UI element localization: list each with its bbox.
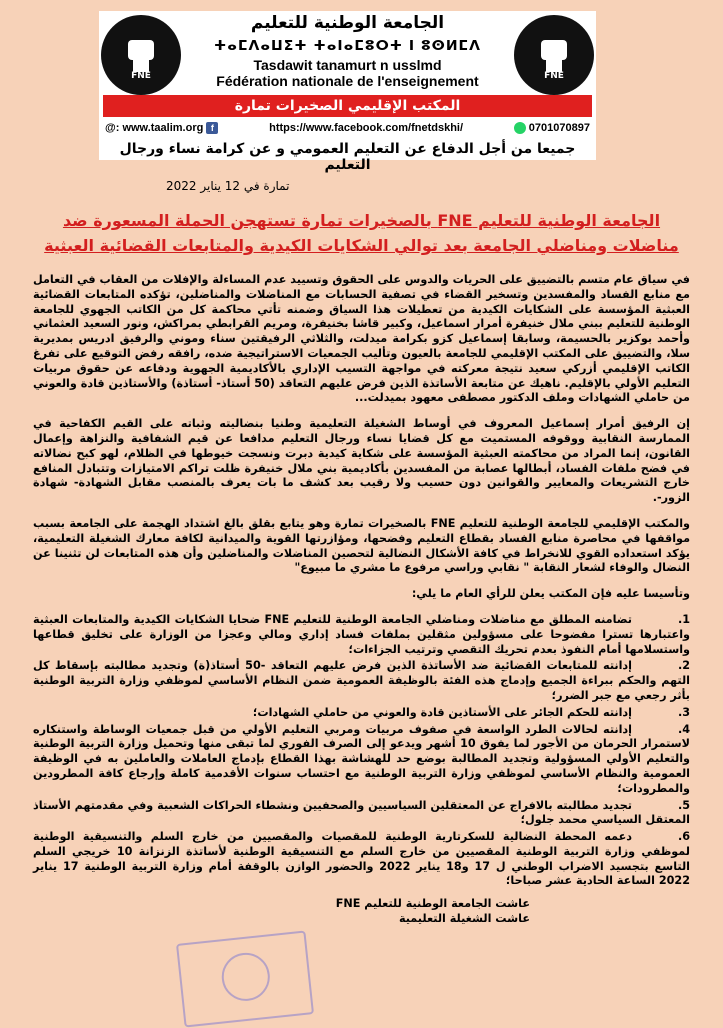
stamp-seal-icon	[219, 951, 272, 1004]
federation-name-amazigh: Tasdawit tanamurt n usslmd	[253, 57, 442, 73]
paragraph: والمكتب الإقليمي للجامعة الوطنية للتعليم FNE بالصخيرات تمارة وهو يتابع بقلق بالغ اشتداد الهجمة على الجامعة بسبب مواقفها في محاصرة منابع الفساد بقطاع التعليم وفضحها، ومؤازرتها القوية والميدانية لكافة معارك الشغيلة التعليمية، يؤكد استعداده القوي للانخراط في كافة الأشكال النضالية لتحصين المناضلات والمناضلين وأن هذه المتابعات لن تثنينا عن النضال والوفاء لشعار النقابة " نقابي وراسي مرفوع ما مشري ما مبيوع"	[33, 516, 690, 575]
list-item: 5.تجديد مطالبته بالافراج عن المعتقلين السياسيين والصحفيين ونشطاء الحراكات الشعبية وفي مقدمتهم الأستاذ المعتقل السياسي محمد جلول؛	[33, 798, 690, 827]
paragraph: إن الرفيق أمرار إسماعيل المعروف في أوساط الشغيلة التعليمية وطنيا بنضاليته وثباته على القيم الكفاحية في الممارسة النقابية ووقوفه المستميت مع كل قضايا نساء ورجال التعليم مدافعا عن قيم الشفافية والنزاهة وإعمال القانون، إنما المراد من محاكمته العبثية المؤسسة على شكاية كيدية دبرت ونسجت خيوطها في الظلام، لهو كبح نضالاته في فضح ملفات الفساد، أبطالها عصابة من المفسدين بأكاديمية بني ملال خنيفرة ظلت تراكم الامتيازات وتتبادل المنافع خارج التشريعات والمعايير والقوانين دون حسيب ولا رقيب بعد كشف ما بات يعرف بالمنصب مقابل الشهادة- شهادة الزور-.	[33, 417, 690, 505]
list-item: 1.تضامنه المطلق مع مناضلات ومناضلي الجامعة الوطنية للتعليم FNE ضحايا الشكايات الكيدية والمتابعات العبثية واعتبارها تسترا مفضوحا على مسؤولين مثقلين بملفات فساد إداري ومالي وعجزا من الوزارة على تخليق قطاعها واستسلامها أمام النفوذ بعدم تحريك التقصي وترتيب الجزاءات؛	[33, 612, 690, 656]
logo-label: FNE	[544, 71, 564, 81]
website-link[interactable]: @: www.taalim.org	[105, 121, 204, 134]
slogan: جميعا من أجل الدفاع عن التعليم العمومي و عن كرامة نساء ورجال التعليم	[119, 141, 576, 173]
list-item: 6.دعمه المحطة النضالية للسكرتارية الوطنية للمقصيات والمقصيين من خارج السلم والتنسيقية الوطنية لموظفي وزارة التربية الوطنية المقصيين من خارج السلم مع التنسيقية الوطنية لأساتذة الزنزانة 10 خريجي السلم التاسع بتجسيد الاضراب الوطني ل 17 و18 يناير 2022 والحضور الوازن بالوقفة أمام وزارة التربية الوطنية 17 يناير 2022 الساعة الحادية عشر صباحا؛	[33, 830, 690, 888]
paragraph: وتأسيسا عليه فإن المكتب يعلن للرأي العام ما يلي:	[411, 587, 690, 601]
bureau-banner: المكتب الإقليمي الصخيرات تمارة	[103, 95, 592, 117]
federation-name-arabic: الجامعة الوطنية للتعليم	[250, 13, 445, 33]
whatsapp-icon	[514, 122, 526, 134]
list-item: 4.إدانته لحالات الطرد الواسعة في صفوف مربيات ومربي التعليم الأولي من قبل جمعيات الوساطة واستنكاره لاستمرار الحرمان من الأجور لما يفوق 10 أشهر ويدعو إلى الصرف الفوري لما تبقى منها وتحميل وزارة التربية الوطنية والتعليم الأولي المسؤولية وتجديد المطالبة بوضع حد للهشاشة بهذا القطاع بإدماج العاملات والعاملين به في الوظيفة العمومية والنظام الأساسي لموظفي وزارة التربية الوطنية مع احتساب سنوات الأقدمية كاملة وإرجاع كافة المطرودين والمطرودات؛	[33, 722, 691, 795]
federation-name-french: Fédération nationale de l'enseignement	[216, 73, 479, 89]
signoff-line: عاشت الجامعة الوطنية للتعليم FNE	[335, 897, 530, 911]
statement-body	[33, 273, 690, 927]
phone-number: 0701070897	[528, 121, 590, 134]
list-item: 3.إدانته للحكم الجائر على الأستاذين قادة والعوني من حاملي الشهادات؛	[252, 705, 690, 719]
paragraph: في سياق عام متسم بالتضييق على الحريات والدوس على الحقوق وتسييد عدم المساءلة والإفلات من العقاب في التعامل مع منابع الفساد والمفسدين وتسخير القضاء في تصفية الحسابات مع المناضلات والمناضلين، تؤكده المتابعات القضائية العبثية المؤسسة على الشكايات الكيدية من تعطيلات هذا السياق وضمنه تأتي محاكمة كل من الكاتب الجهوي للجامعة الوطنية للتعليم ببني ملال خنيفرة أمرار اسماعيل، وكبير قاشا بخنيفرة، ومريم القرابطي بمراكش، ونور السعيد العثماني وأحمد بوكزير بالحسيمة، وسابقا إسماعيل كزو بكرامة ميدلت، والثلاثي الرفيقتين سناء وموني والرفيق ادريس بمديرية سلا، والتضييق على المكتب الإقليمي للجامعة بالعيون وتأليب الجمعيات الاستراتيجية ضده، رافقه رفض التوقيع على تفرغ الكاتب الإقليمي أزركي سعيد نتيجة معركته في مواجهة التسيب الإداري بالأكاديمية الجهوية ودفاعه عن حقوق مربيات التعليم الأولي بالإقليم. ناهيك عن متابعة الأساتذة الذين فرض عليهم التعاقد (50 أستاذ- أستاذة) والأستاذين قادة والعوني من حاملي الشهادات وملف الدكتور مصطفى معهود بميدلت...	[33, 273, 690, 405]
office-stamp	[176, 930, 314, 1027]
list-item: 2.إدانته للمتابعات القضائية ضد الأساتذة الذين فرض عليهم التعاقد -50 أستاذ(ة) وتجديد مطالبته بإسقاط كل التهم والحكم ببراءة الجميع وإدماج هذه الفئة بالوظيفة العمومية ضمن النظام الأساسي لموظفي وزارة التربية الوطنية بأثر رجعي مع جبر الضرر؛	[33, 659, 690, 702]
fne-logo	[514, 15, 594, 95]
facebook-link[interactable]: https://www.facebook.com/fnetdskhi/	[269, 122, 464, 134]
statement-title: الجامعة الوطنية للتعليم FNE بالصخيرات تمارة تستهجن الحملة المسعورة ضد مناضلات ومناضلي الجامعة بعد توالي الشكايات الكيدية والمتابعات القضائية العبثية	[44, 211, 679, 255]
document-date: تمارة في 12 يناير 2022	[166, 179, 290, 193]
letterhead	[99, 11, 596, 173]
logo-label: FNE	[131, 71, 151, 81]
demands-list	[33, 613, 690, 889]
fne-logo	[101, 15, 181, 95]
federation-name-tifinagh: ⵜⴰⵎⴷⴰⵡⵉⵜ ⵜⴰⵏⴰⵎⵓⵔⵜ ⵏ ⵓⵙⵍⵎⴷ	[214, 38, 481, 54]
signoff-line: عاشت الشغيلة التعليمية	[398, 912, 530, 926]
facebook-icon: f	[206, 122, 218, 134]
signoff	[33, 897, 690, 927]
contact-row	[99, 120, 596, 136]
